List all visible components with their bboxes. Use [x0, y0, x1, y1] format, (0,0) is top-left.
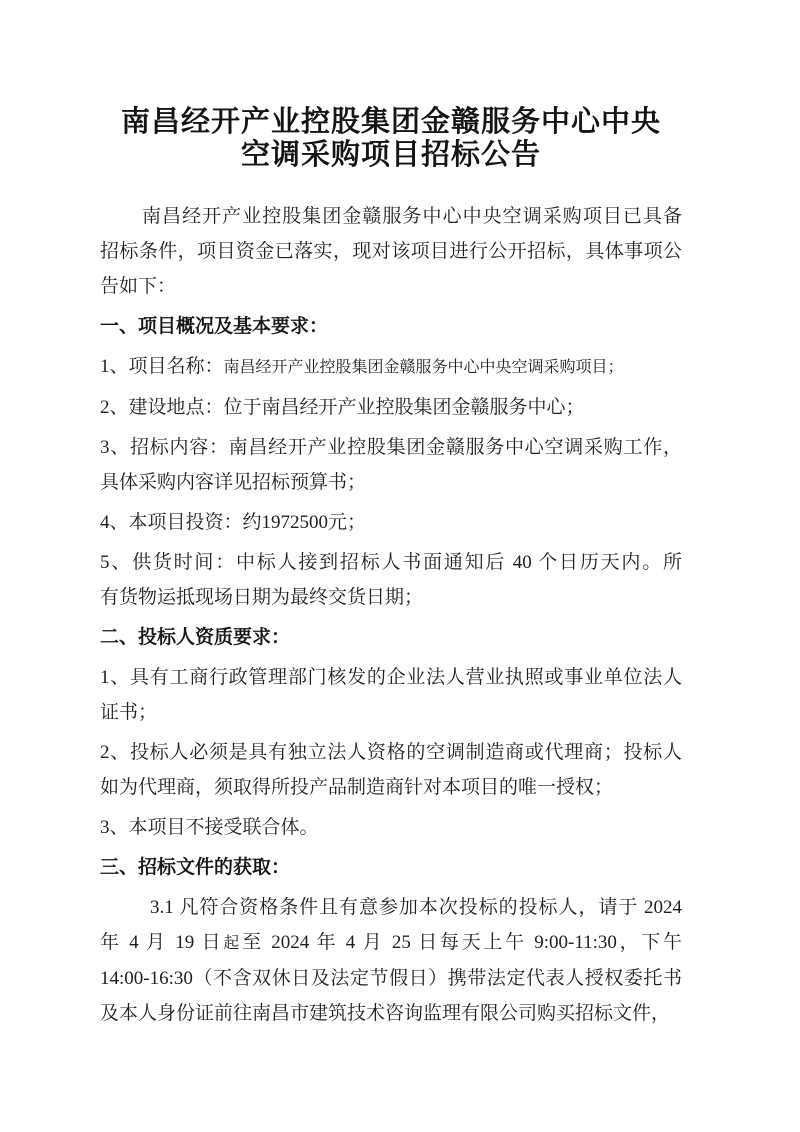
section3-heading: 三、招标文件的获取： — [100, 857, 291, 878]
project-name-value: 南昌经开产业控股集团金赣服务中心中央空调采购项目； — [223, 359, 624, 376]
location-line: 2、建设地点：位于南昌经开产业控股集团金赣服务中心； — [100, 397, 585, 418]
qualification-1-line-1: 1、具有工商行政管理部门核发的企业法人营业执照或事业单位法人 — [100, 667, 682, 688]
section1-heading: 一、项目概况及基本要求： — [100, 316, 329, 337]
delivery-time-item — [100, 545, 682, 615]
qualification-1-line-2: 证书； — [100, 702, 158, 723]
acquisition-line-2-small: 起 — [223, 935, 243, 952]
section2-heading: 二、投标人资质要求： — [100, 627, 291, 648]
qualification-item-2 — [100, 735, 682, 805]
title-line-2: 空调采购项目招标公告 — [240, 139, 541, 171]
qualification-2-line-2: 如为代理商，须取得所投产品制造商针对本项目的唯一授权； — [100, 777, 614, 798]
project-name-item — [100, 349, 682, 385]
qualification-item-3 — [100, 810, 682, 845]
title-line-1: 南昌经开产业控股集团金赣服务中心中央 — [120, 106, 661, 138]
delivery-time-line-1: 5、供货时间：中标人接到招标人书面通知后 40 个日历天内。所 — [100, 552, 682, 573]
intro-line-2: 招标条件，项目资金已落实，现对该项目进行公开招标，具体事项公 — [100, 241, 682, 262]
tender-content-item — [100, 430, 682, 500]
acquisition-line-4: 及本人身份证前往南昌市建筑技术咨询监理有限公司购买招标文件， — [100, 1003, 671, 1024]
tender-content-line-2: 具体采购内容详见招标预算书； — [100, 472, 367, 493]
investment-item — [100, 505, 682, 540]
location-item — [100, 390, 682, 425]
document-acquisition-paragraph — [100, 890, 682, 1031]
project-name-label: 1、项目名称： — [100, 356, 224, 377]
qualification-2-line-1: 2、投标人必须是具有独立法人资格的空调制造商或代理商；投标人 — [100, 742, 682, 763]
project-name-line — [100, 349, 682, 385]
delivery-time-line-2: 有货物运抵现场日期为最终交货日期； — [100, 587, 424, 608]
qualification-item-1 — [100, 660, 682, 730]
qualification-3-line: 3、本项目不接受联合体。 — [100, 817, 319, 838]
investment-line: 4、本项目投资：约1972500元； — [100, 512, 367, 533]
acquisition-line-2-pre: 年 4 月 19 日 — [100, 932, 224, 953]
intro-paragraph — [100, 199, 682, 304]
tender-content-line-1: 3、招标内容：南昌经开产业控股集团金赣服务中心空调采购工作， — [100, 437, 682, 458]
intro-line-3: 告如下： — [100, 276, 177, 297]
page-title — [100, 0, 682, 172]
acquisition-line-2 — [100, 925, 682, 961]
acquisition-line-2-post: 至 2024 年 4 月 25 日每天上午 9:00-11:30，下午 — [242, 932, 682, 953]
acquisition-line-3: 14:00-16:30（不含双休日及法定节假日）携带法定代表人授权委托书 — [100, 968, 682, 989]
intro-line-1: 南昌经开产业控股集团金赣服务中心中央空调采购项目已具备 — [142, 206, 682, 227]
acquisition-line-1: 3.1 凡符合资格条件且有意参加本次投标的投标人，请于 2024 — [150, 897, 682, 918]
